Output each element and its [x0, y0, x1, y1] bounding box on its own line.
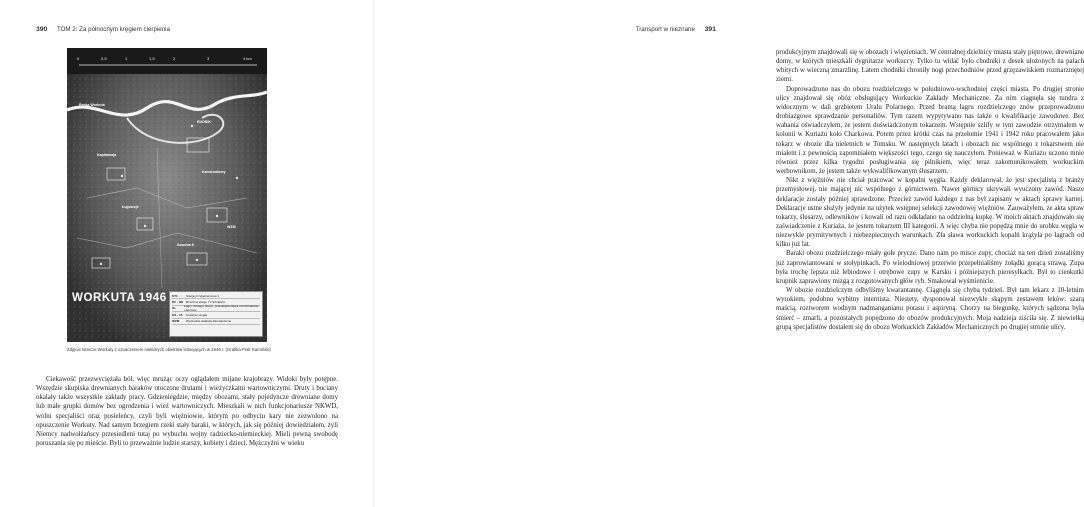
- scale-label: 0: [77, 56, 80, 61]
- paragraph: Baraki obozu rozdzielczego miały gołe prycze. Dano nam po misce zupy, chociaż na ten dzień zostaliśmy już zaprowiantowani w stołypinkach. Po wielodniowej przerwie przepełniałiśmy żołądki gorącą strawą. Zupa była trochę lepsza niż lebiodowe i otrębowe zupy w Karsku i późniejszych pieresyłkach. Był to cienkutki krupnik zaprawiony mizgą z rozgotowanych głów ryb. Smakował wyśmienicie.: [776, 250, 1084, 285]
- map-legend: [169, 291, 263, 337]
- scale-label: 1,5: [149, 56, 155, 61]
- legend-text: Workuckie Zakłady Mechaniczne: [186, 319, 232, 324]
- legend-code: KS - 15: [172, 312, 183, 317]
- scale-label: 2: [173, 56, 176, 61]
- scale-label: 1: [125, 56, 128, 61]
- legend-code: ST1: [172, 293, 178, 298]
- right-page-number: 391: [704, 26, 716, 33]
- paragraph: Nikt z więźniów nie chciał pracować w kopalni węgla. Każdy deklarował, że jest specjalistą z branży przemysłowej, nie mającej nic wspólnego z górnictwem. Nawet górnicy ukrywali wyuczony zawód. Nasze deklaracje zostały później sprawdzone. Przecież zawód każdego z nas był zapisany w aktach sprawy karnej. Deklaracje ustne służyły jedynie na użytek wstępnej selekcji zawodowej więźniów. Zauważyłem, że akta spraw tokarzy, ślusarzy, odlewników i kowali od razu odkładano na oddzielną kupkę. W moich aktach znajdowało się zaświadczenie z Kuriaża, że jestem tokarzem III kategorii. A więc chyba nie popędzą mnie do urobku węgla w niezwykle prymitywnych i niebezpiecznych warunkach. Zła sława workuckich kopalń krążyła po łagrach od kilku już lat.: [776, 177, 1084, 249]
- right-running-head: Transport w nieznane: [635, 26, 695, 33]
- legend-code: WZM: [172, 319, 180, 324]
- paragraph: W obozie rozdzielczym odbyliśmy kwarantannę. Ciągnęła się chyba tydzień. Był tam lekarz z 10-letnim wyrokiem, podobno wybitny internista. Niestety, dysponował niezwykle skąpym zestawem leków: szarą maścią, roztworem wodnym nadmanganianu potasu i aspiryną. Chorzy na biegunkę, których sądzona była śmierć – zmarli, a pozostałych popędzono do obozów produkcyjnych. Moja nadzieja ziściła się. Z niewielką grupą specjalistów dostałem się do obozu Workuckich Zakładów Mechanicznych po drugiej stronie ulicy.: [776, 287, 1084, 331]
- legend-text: Rzeczne stacje z rzeźnikami: [186, 300, 226, 305]
- paragraph: produkcyjnym znajdowali się w obozach i więzieniach. W centralnej dzielnicy miasta stały piętrowe, drewniane domy, w których mieszkali dygnitarze workuccy. Tylko tu widać było chodniki z desek ułożonych na palach wbitych w wieczną zmarzlinę. Latem chodniki chroniły nogi przechodniów przed grzęzawiskiem rozmarzniętej ziemi.: [776, 49, 1084, 84]
- figure-caption: Zdjęcie lotnicze Workuty z oznaczeniem niektórych obiektów istniejących w 1946 r. (Grafika Piotr Kamiński): [67, 347, 271, 352]
- map-place-label: RUDNIK: [197, 120, 211, 124]
- map-place-label: Kamienołomy: [202, 170, 226, 174]
- aerial-map-figure: [67, 48, 267, 342]
- map-place-label: Ługowoje: [122, 205, 139, 209]
- right-body-text: [776, 48, 1084, 332]
- paragraph: Doprowadzono nas do obozu rozdzielczego w południowo-wschodniej części miasta. Po drugiej stronie ulicy znajdował się obóz obsługujący Workuckie Zakłady Mechaniczne. Za nim ciągnęła się tundra z widocznym w dali grzbietem Uralu Polarnego. Przed bramą łagru rozdzielczego znów przeprowadzono drobiazgowe sprawdzanie personaliów. Tym razem wypytywano nas także o kwalifikacje zawodowe. Bez wahania oświadczyłem, że jestem doświadczonym tokarzem. Wstępnie szlify w tym zawodzie otrzymałem w kolonii w Kuriażu koło Charkowa. Potem przez krótki czas na przełomie 1941 i 1942 roku pracowałem jako tokarz w obozie dla nieletnich w Tomsku. W następnych latach i obozach nic wspólnego z tokarstwem nie miałem i z pewnością zapomniałem większości tego, czego się nauczyłem. Ponieważ w Kuriażu uczono mnie również przez kilka tygodni posługiwania się pilnikiem, więc teraz zakomunikowałem workuckim werbownikom, że jestem także wykwalifikowanym ślusarzem.: [776, 85, 1084, 176]
- legend-row: [172, 319, 260, 325]
- right-page: [375, 0, 1084, 507]
- map-place-label: Kapitalnaja: [97, 153, 117, 157]
- right-running-header: [636, 26, 716, 33]
- left-page-number: 390: [36, 26, 48, 33]
- map-place-label: Szachta 8: [177, 243, 194, 247]
- scale-label: 4 km: [243, 56, 252, 61]
- scale-label: 0,5: [101, 56, 107, 61]
- left-running-header: [36, 26, 170, 33]
- left-running-head: TOM 2: Za północnym kręgiem cierpienia: [56, 26, 170, 33]
- legend-text: Kopalnie węgla: [186, 312, 207, 317]
- legend-text: Łagry różnego obozu, przedsiębiorstwa i kombinatowe obozowe: [184, 304, 259, 313]
- legend-row: [172, 306, 260, 312]
- paragraph: Ciekawość przezwyciężała ból, więc mrużąc oczy oglądałem mijane krajobrazy. Widoki były potępne. Wszędzie skupiska drewnianych baraków otoczone drutami i wieżyczkami wartowniczymi. Druty i bociany okalały także wszystkie zakłady pracy. Gdzieniegdzie, między obozami, stały pojedyncze drewniane domy lub małe grupki domów bez ogrodzenia i wież wartowniczych. Mieszkali w nich funkcjonariusze NKWD, wolni specjaliści oraz posieleńcy, czyli byli więźniowie, którym po odbyciu kary nie zezwolono na opuszczenie Workuty. Nad samym brzegiem rzeki stały baraki, w których, jak się później dowiedziałem, żyli Niemcy nadwołżańscy przesiedleni tutaj po wybuchu wojny radziecko-niemieckiej. Mieli pewną swobodę poruszania się po mieście. Byli to przeważnie ludzie starszy, kobiety i dzieci. Mężczyźni w wieku: [36, 376, 338, 448]
- left-body-text: [36, 375, 338, 448]
- left-page: [0, 0, 375, 507]
- map-place-label: WZM: [227, 225, 236, 229]
- legend-code: KF - HE: [172, 300, 184, 305]
- legend-code: KL: [172, 306, 177, 311]
- map-place-label: Rzeka Workuta: [79, 103, 105, 107]
- scale-label: 3: [207, 56, 210, 61]
- legend-text: Stacja przyłączeniowa 1: [186, 293, 220, 298]
- map-title: WORKUTA 1946: [72, 292, 167, 304]
